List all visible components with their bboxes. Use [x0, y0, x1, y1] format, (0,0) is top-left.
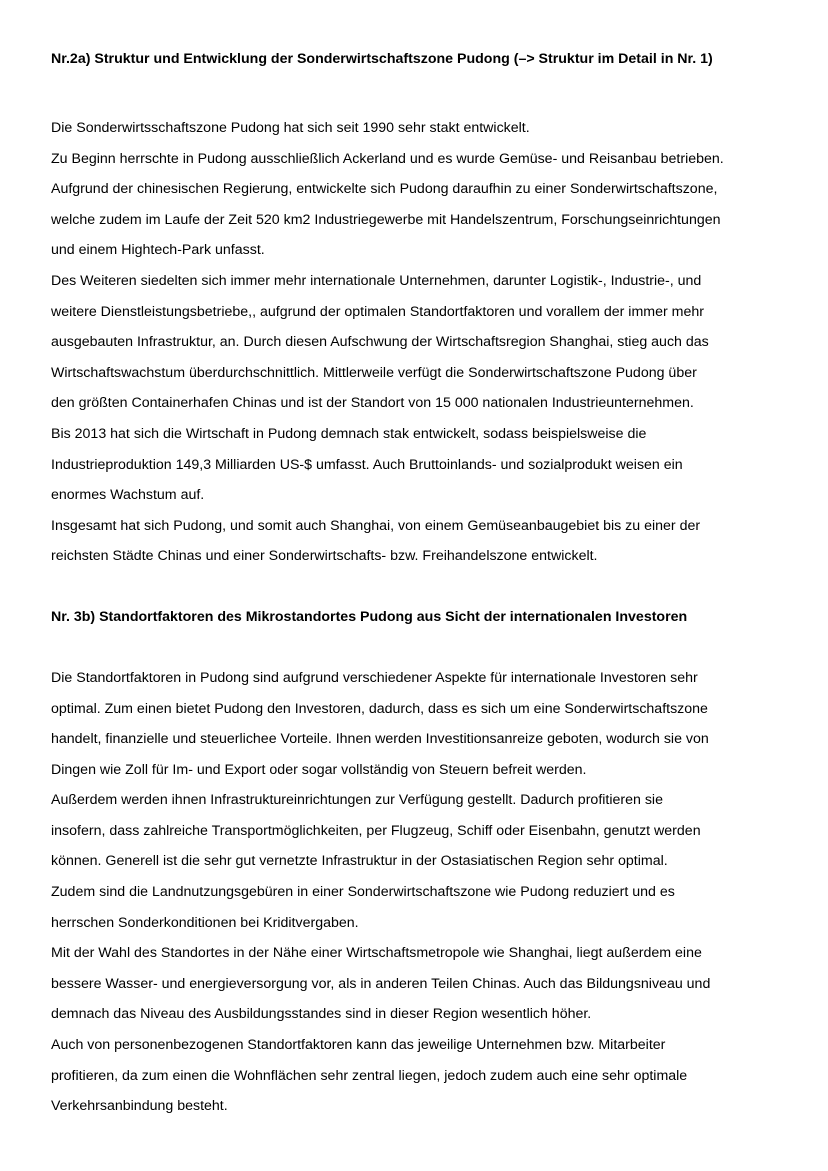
text-line: Zu Beginn herrschte in Pudong ausschließlich Ackerland und es wurde Gemüse- und Reisanbau betrieben. — [51, 150, 724, 167]
text-line: den größten Containerhafen Chinas und ist der Standort von 15 000 nationalen Industrieunternehmen. — [51, 395, 694, 412]
text-line: Außerdem werden ihnen Infrastruktureinrichtungen zur Verfügung gestellt. Dadurch profitieren sie — [51, 792, 663, 809]
text-line: bessere Wasser- und energieversorgung vor, als in anderen Teilen Chinas. Auch das Bildungsniveau und — [51, 975, 711, 992]
text-line: enormes Wachstum auf. — [51, 487, 205, 504]
text-line: Insgesamt hat sich Pudong, und somit auch Shanghai, von einem Gemüseanbaugebiet bis zu einer der — [51, 517, 701, 534]
section-body — [51, 113, 788, 572]
text-line: herrschen Sonderkonditionen bei Kriditvergaben. — [51, 914, 359, 931]
section-body — [51, 663, 788, 1122]
section-3b — [51, 607, 788, 1122]
text-line: weitere Dienstleistungsbetriebe,, aufgrund der optimalen Standortfaktoren und vorallem der immer mehr — [51, 303, 704, 320]
text-line: ausgebauten Infrastruktur, an. Durch diesen Aufschwung der Wirtschaftsregion Shanghai, stieg auch das — [51, 334, 709, 351]
text-line: reichsten Städte Chinas und einer Sonderwirtschafts- bzw. Freihandelszone entwickelt. — [51, 548, 598, 565]
text-line: Verkehrsanbindung besteht. — [51, 1098, 228, 1115]
text-line: welche zudem im Laufe der Zeit 520 km2 Industriegewerbe mit Handelszentrum, Forschungseinrichtungen — [51, 211, 721, 228]
text-line: Wirtschaftswachstum überdurchschnittlich. Mittlerweile verfügt die Sonderwirtschaftszone Pudong über — [51, 364, 697, 381]
text-line: Mit der Wahl des Standortes in der Nähe einer Wirtschaftsmetropole wie Shanghai, liegt außerdem eine — [51, 945, 702, 962]
text-line: Aufgrund der chinesischen Regierung, entwickelte sich Pudong daraufhin zu einer Sonderwirtschaftszone, — [51, 181, 718, 198]
text-line: optimal. Zum einen bietet Pudong den Investoren, dadurch, dass es sich um eine Sonderwirtschaftszone — [51, 700, 708, 717]
text-line: Industrieproduktion 149,3 Milliarden US-$ umfasst. Auch Bruttoinlands- und sozialprodukt weisen ein — [51, 456, 683, 473]
text-line: und einem Hightech-Park unfasst. — [51, 242, 265, 259]
text-line: Zudem sind die Landnutzungsgebüren in einer Sonderwirtschaftszone wie Pudong reduziert und es — [51, 884, 675, 901]
text-line: demnach das Niveau des Ausbildungsstandes sind in dieser Region wesentlich höher. — [51, 1006, 592, 1023]
text-line: können. Generell ist die sehr gut vernetzte Infrastruktur in der Ostasiatischen Region sehr optimal. — [51, 853, 668, 870]
text-line: handelt, finanzielle und steuerlichee Vorteile. Ihnen werden Investitionsanreize geboten, wodurch sie von — [51, 731, 709, 748]
text-line: Die Sonderwirtsschaftszone Pudong hat sich seit 1990 sehr stakt entwickelt. — [51, 120, 530, 136]
text-line: Die Standortfaktoren in Pudong sind aufgrund verschiedener Aspekte für internationale Investoren sehr — [51, 669, 698, 686]
text-line: profitieren, da zum einen die Wohnflächen sehr zentral liegen, jedoch zudem auch eine sehr optimale — [51, 1067, 688, 1084]
text-line: insofern, dass zahlreiche Transportmöglichkeiten, per Flugzeug, Schiff oder Eisenbahn, genutzt werden — [51, 822, 701, 839]
section-heading: Nr.2a) Struktur und Entwicklung der Sonderwirtschaftszone Pudong (–> Struktur im Detail in Nr. 1) — [51, 51, 713, 67]
text-line: Dingen wie Zoll für Im- und Export oder sogar vollständig von Steuern befreit werden. — [51, 761, 587, 778]
section-2a — [51, 49, 788, 572]
text-line: Des Weiteren siedelten sich immer mehr internationale Unternehmen, darunter Logistik-, Industrie-, und — [51, 272, 702, 289]
text-line: Auch von personenbezogenen Standortfaktoren kann das jeweilige Unternehmen bzw. Mitarbeiter — [51, 1037, 666, 1054]
section-heading: Nr. 3b) Standortfaktoren des Mikrostandortes Pudong aus Sicht der internationalen Investoren — [51, 608, 688, 625]
text-line: Bis 2013 hat sich die Wirtschaft in Pudong demnach stak entwickelt, sodass beispielsweise die — [51, 425, 647, 442]
